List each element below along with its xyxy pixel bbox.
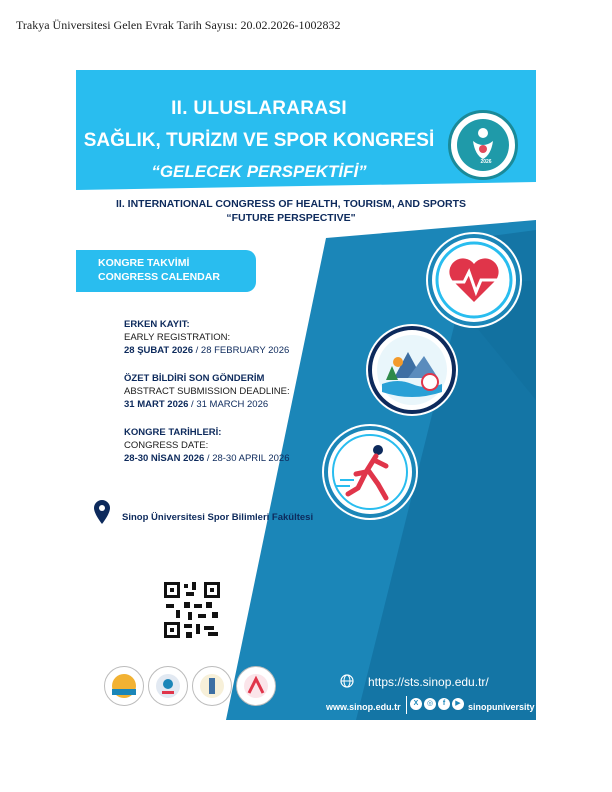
title-english-2: “FUTURE PERSPECTIVE" xyxy=(226,212,356,224)
venue-name: Sinop Üniversitesi Spor Bilimleri Fakültesi xyxy=(122,512,314,523)
map-pin-icon xyxy=(94,500,110,524)
tourism-nature-icon xyxy=(364,322,460,418)
block-date-bold: 31 MART 2026 xyxy=(124,399,189,410)
block-subheading: CONGRESS DATE: xyxy=(124,440,209,451)
block-date-rest: / 31 MARCH 2026 xyxy=(188,399,269,410)
divider xyxy=(406,696,407,714)
block-date-bold: 28 ŞUBAT 2026 xyxy=(124,345,193,356)
calendar-title-en: CONGRESS CALENDAR xyxy=(98,271,220,283)
logo-year: 2026 xyxy=(480,159,492,165)
university-seal-logo xyxy=(104,666,144,706)
congress-date-block xyxy=(124,426,290,465)
social-handle: sinopuniversity xyxy=(468,702,535,712)
abstract-deadline-block xyxy=(124,372,290,411)
congress-logo xyxy=(448,110,518,180)
facebook-icon[interactable]: f xyxy=(438,698,450,710)
website-link[interactable]: https://sts.sinop.edu.tr/ xyxy=(368,675,489,689)
title-line-3: “GELECEK PERSPEKTİFİ” xyxy=(151,162,367,181)
globe-icon xyxy=(340,674,354,688)
faculty-logo-3 xyxy=(236,666,276,706)
block-date-rest: / 28-30 APRIL 2026 xyxy=(204,453,290,464)
university-website[interactable]: www.sinop.edu.tr xyxy=(326,702,401,712)
faculty-logo-1 xyxy=(148,666,188,706)
document-stamp-header: Trakya Üniversitesi Gelen Evrak Tarih Sayısı: 20.02.2026-1002832 xyxy=(16,18,341,32)
block-date-bold: 28-30 NİSAN 2026 xyxy=(124,453,205,464)
calendar-banner xyxy=(76,250,256,292)
block-heading: ERKEN KAYIT: xyxy=(124,319,190,330)
qr-code[interactable] xyxy=(162,580,222,640)
calendar-title-tr: KONGRE TAKVİMİ xyxy=(98,257,190,269)
x-social-icon[interactable]: X xyxy=(410,698,422,710)
youtube-icon[interactable]: ▶ xyxy=(452,698,464,710)
title-line-2: SAĞLIK, TURİZM VE SPOR KONGRESİ xyxy=(83,130,435,151)
heart-health-icon xyxy=(424,230,524,330)
block-subheading: ABSTRACT SUBMISSION DEADLINE: xyxy=(124,386,290,397)
logo-emblem xyxy=(457,119,509,171)
block-subheading: EARLY REGISTRATION: xyxy=(124,332,231,343)
early-registration-block xyxy=(124,318,289,357)
partner-logos xyxy=(104,666,284,710)
block-date-rest: / 28 FEBRUARY 2026 xyxy=(193,345,290,356)
venue-location xyxy=(94,500,354,530)
block-heading: KONGRE TARİHLERİ: xyxy=(124,427,222,438)
congress-poster xyxy=(76,70,536,720)
instagram-icon[interactable]: ◎ xyxy=(424,698,436,710)
faculty-logo-2 xyxy=(192,666,232,706)
title-english-1: II. INTERNATIONAL CONGRESS OF HEALTH, TOURISM, AND SPORTS xyxy=(115,198,466,210)
title-line-1: II. ULUSLARARASI xyxy=(171,98,347,119)
block-heading: ÖZET BİLDİRİ SON GÖNDERİM xyxy=(124,373,265,384)
